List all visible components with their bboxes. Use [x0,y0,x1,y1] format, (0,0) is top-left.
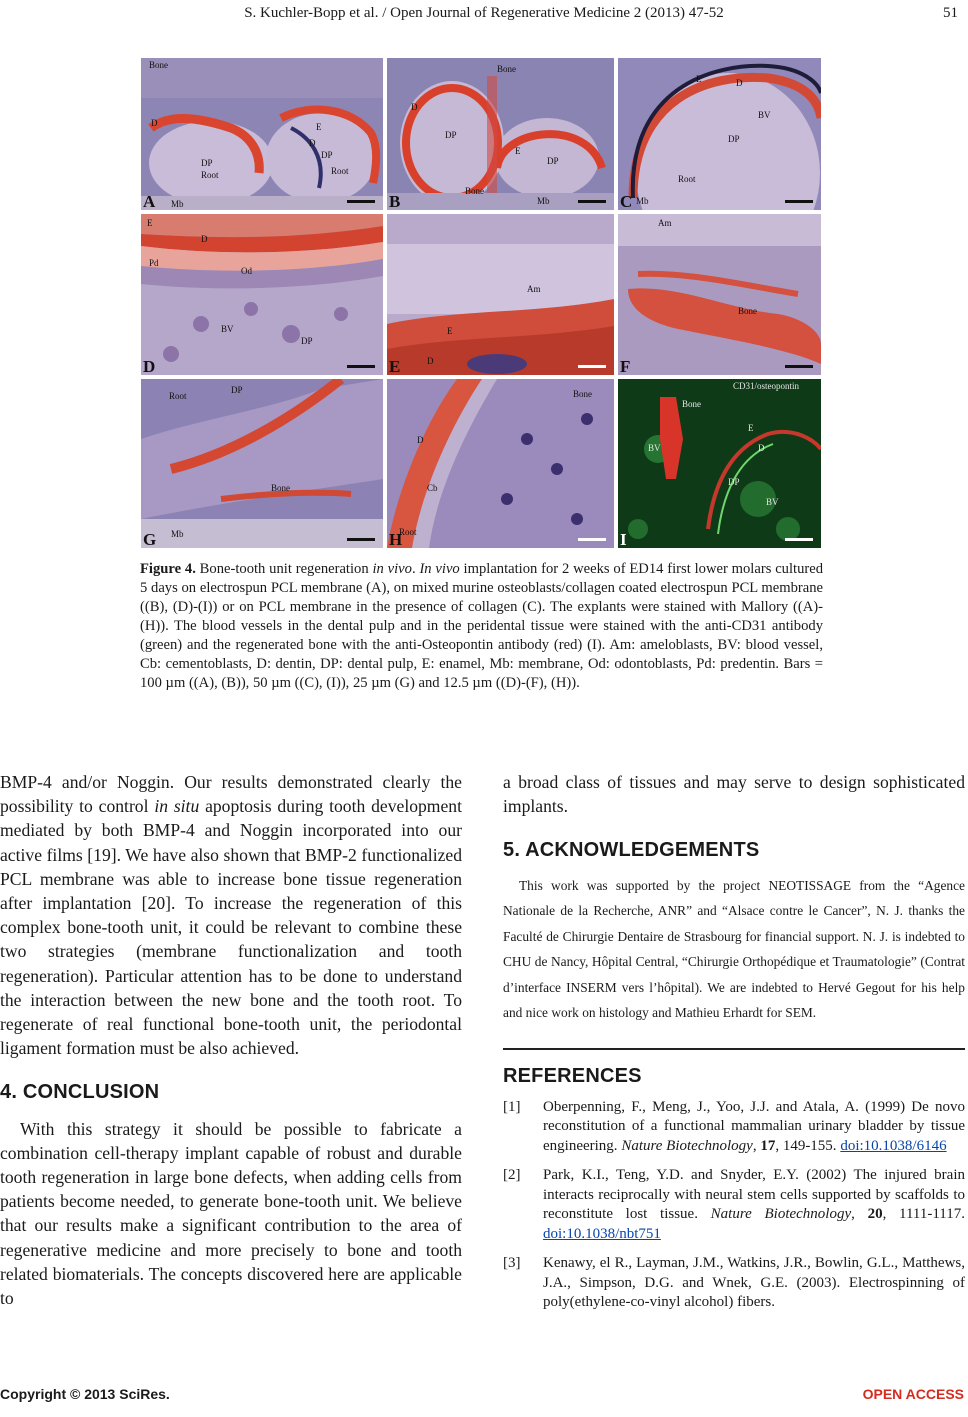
tissue-label: BV [648,443,661,453]
reference-journal: Nature Biotechnology [621,1137,753,1154]
right-column [503,770,965,1323]
tissue-label: E [515,146,521,156]
tissue-label: E [147,218,153,228]
body-italic: in situ [154,796,200,817]
scale-bar [785,365,813,368]
tissue-label: Bone [682,399,701,409]
tissue-label: Root [331,166,349,176]
scale-bar [785,538,813,541]
panel-label: H [389,530,403,548]
tissue-label: DP [547,156,559,166]
panel-label: E [389,357,401,375]
section-heading-conclusion: 4. CONCLUSION [0,1081,160,1104]
panel-a-image [141,58,383,210]
tissue-label: Root [399,527,417,537]
running-header-title: S. Kuchler-Bopp et al. / Open Journal of Regenerative Medicine 2 (2013) 47-52 [244,5,724,21]
reference-item: [2] Park, K.I., Teng, Y.D. and Snyder, E.Y. (2002) The injured brain interacts reciprocally with neural stem cells supported by scaffolds to reconstitute lost tissue. Nature Biotechnology, 20, 1111-1117. doi:10.1038/nbt751 [503,1167,965,1242]
body-text: apoptosis during tooth development mediated by both BMP-4 and Noggin incorporated into our active films [19]. We have also shown that BMP-2 functionalized PCL membrane was able to increase bone tissue regeneration after implantation [20]. To increase the regeneration of this complex bone-tooth unit, it could be relevant to combine these two strategies (membrane functionalization and tooth regeneration). Particular attention has to be done to understand the interaction between the new bone and the tooth root. To regenerate of real functional bone-tooth unit, the periodontal ligament formation must be also achieved. [0,796,462,1059]
scale-bar [578,200,606,203]
reference-pages: , 1111-1117. [882,1206,965,1223]
left-column [0,770,462,1310]
tissue-label: BV [766,497,779,507]
reference-volume: 17 [760,1137,776,1154]
scale-bar [785,200,813,203]
tissue-label: E [447,326,453,336]
panel-f-image [618,214,821,375]
tissue-label: D [417,435,424,445]
panel-h-image [387,379,614,548]
tissue-label: D [736,78,743,88]
panel-g-image [141,379,383,548]
panel-label: A [143,192,156,210]
divider [503,1048,965,1050]
tissue-label: E [316,122,322,132]
panel-label: I [620,530,627,548]
reference-volume: 20 [867,1206,883,1223]
tissue-label: CD31/osteopontin [733,381,800,391]
doi-link[interactable]: doi:10.1038/nbt751 [543,1225,661,1242]
section-heading-acknowledgements: 5. ACKNOWLEDGEMENTS [503,839,760,862]
panel-g [141,379,383,548]
panel-b-image [387,58,614,210]
panel-label: B [389,192,401,210]
caption-text: implantation for 2 weeks of ED14 first lower molars cultured 5 days on electrospun PCL membrane (A), on mixed murine osteoblasts/collagen coated electrospun PCL membrane ((B), (D)-(I)) or on PCL membrane in the presence of collagen (C). The explants were stained with Mallory ((A)-(H)). The blood vessels in the dental pulp and in the peridental tissue were stained with the anti-CD31 antibody (green) and the regenerated bone with the anti-Osteopontin antibody (red) (I). Am: ameloblasts, BV: blood vessel, Cb: cementoblasts, D: dentin, DP: dental pulp, E: enamel, Mb: membrane, Od: odontoblasts, Pd: predentin. Bars = 100 µm ((A), (B)), 50 µm ((C), (I)), 25 µm (G) and 12.5 µm ((D)-(F), (H)). [140,561,824,691]
scale-bar [347,538,375,541]
tissue-label: Root [169,391,187,401]
running-header [0,2,968,24]
copyright-text: Copyright © 2013 SciRes. [0,1386,170,1402]
page-footer [0,1386,968,1406]
tissue-label: BV [758,110,771,120]
scale-bar [347,365,375,368]
conclusion-paragraph: With this strategy it should be possible to fabricate a combination cell-therapy implant capable of robust and durable tooth regeneration in large bone defects, when adding cells from patients become needed, to generate bone-tooth unit. We believe that our results make a significant contribution to the area of regenerative medicine and more precisely to bone and tooth related biomaterials. The concepts discovered here are applicable to [0,1118,462,1309]
tissue-label: Mb [537,196,550,206]
panel-f [618,214,821,375]
reference-text: Kenawy, el R., Layman, J.M., Watkins, J.R., Bowlin, G.L., Matthews, J.A., Simpson, D.G. and Wnek, G.E. (2003). Electrospinning of poly(ethylene-co-vinyl alcohol) fibers. [543,1255,965,1311]
figure-caption [140,560,823,693]
panel-a [141,58,383,210]
caption-italic: in vivo [372,561,412,577]
panel-c-image [618,58,821,210]
tissue-label: Od [241,266,252,276]
section-heading-references: REFERENCES [503,1064,642,1087]
caption-label: Figure 4. [140,561,196,577]
scale-bar [347,200,375,203]
tissue-label: Am [658,218,672,228]
reference-text: Oberpenning, F., Meng, J., Yoo, J.J. and Atala, A. (1999) De novo reconstitution of a functional mammalian urinary bladder by tissue engineering. [543,1098,965,1154]
panel-label: G [143,530,157,548]
tissue-label: Mb [171,199,184,209]
scale-bar [578,365,606,368]
panel-label: D [143,357,156,375]
doi-link[interactable]: doi:10.1038/6146 [840,1137,947,1154]
tissue-label: D [151,118,158,128]
reference-item: [1] Oberpenning, F., Meng, J., Yoo, J.J. and Atala, A. (1999) De novo reconstitution of a functional mammalian urinary bladder by tissue engineering. Nature Biotechnology, 17, 149-155. doi:10.1038/6146 [503,1098,965,1154]
tissue-label: Bone [149,60,168,70]
body-text: BMP-4 and/or Noggin. Our results demonstrated clearly the possibility to control [0,772,462,817]
tissue-label: Bone [465,186,484,196]
body-paragraph [0,770,462,1060]
tissue-label: D [758,443,765,453]
tissue-label: Cb [427,483,438,493]
tissue-label: Am [527,284,541,294]
tissue-label: D [201,234,208,244]
panel-b [387,58,614,210]
panel-e-image [387,214,614,375]
body-paragraph: a broad class of tissues and may serve to design sophisticated implants. [503,772,965,817]
reference-pages: , 149-155. [775,1137,841,1154]
tissue-label: BV [221,324,234,334]
panel-i-image [618,379,821,548]
caption-text: Bone-tooth unit regeneration [195,561,373,577]
reference-text: Park, K.I., Teng, Y.D. and Snyder, E.Y. (2002) The injured brain interacts reciprocally with neural stem cells supported by scaffolds to reconstitute lost tissue. [543,1167,965,1223]
tissue-label: Mb [171,529,184,539]
tissue-label: Bone [271,483,290,493]
tissue-label: D [427,356,434,366]
caption-text: . [411,561,420,577]
reference-number: [1] [503,1098,521,1115]
panel-d [141,214,383,375]
tissue-label: DP [231,385,243,395]
panel-i [618,379,821,548]
tissue-label: DP [321,150,333,160]
tissue-label: Bone [573,389,592,399]
tissue-label: E [696,74,702,84]
tissue-label: Root [678,174,696,184]
panel-e [387,214,614,375]
scale-bar [578,538,606,541]
tissue-label: D [411,102,418,112]
panel-label: C [620,192,633,210]
tissue-label: Mb [636,196,649,206]
tissue-label: Root [201,170,219,180]
page-number: 51 [943,5,958,21]
reference-journal: Nature Biotechnology [710,1206,852,1223]
panel-h [387,379,614,548]
caption-italic: In vivo [419,561,460,577]
open-access-label: OPEN ACCESS [862,1386,964,1402]
acknowledgements-text: This work was supported by the project NEOTISSAGE from the “Agence Nationale de la Recherche, ANR” and “Alsace contre le Cancer”, N. J. thanks the Faculté de Chirurgie Dentaire de Strasbourg for financial support. N. J. is indebted to CHU de Nancy, Hôpital Central, “Chirurgie Orthopédique et Traumatologie” (Contrat d’interface INSERM vers l’hôpital). We are indebted to Hervé Gegout for his help and nice work on histology and Mathieu Erhardt for SEM. [503,877,965,1021]
reference-item [503,1254,965,1313]
tissue-label: D [309,138,316,148]
panel-label: F [620,357,631,375]
tissue-label: DP [728,134,740,144]
panel-d-image [141,214,383,375]
tissue-label: Pd [149,258,159,268]
tissue-label: DP [301,336,313,346]
panel-c [618,58,821,210]
tissue-label: DP [445,130,457,140]
tissue-label: E [748,423,754,433]
tissue-label: Bone [497,64,516,74]
tissue-label: Bone [738,306,757,316]
figure-4 [141,58,821,548]
reference-number: [2] [503,1167,521,1184]
tissue-label: DP [728,477,740,487]
tissue-label: DP [201,158,213,168]
reference-number: [3] [503,1255,521,1272]
